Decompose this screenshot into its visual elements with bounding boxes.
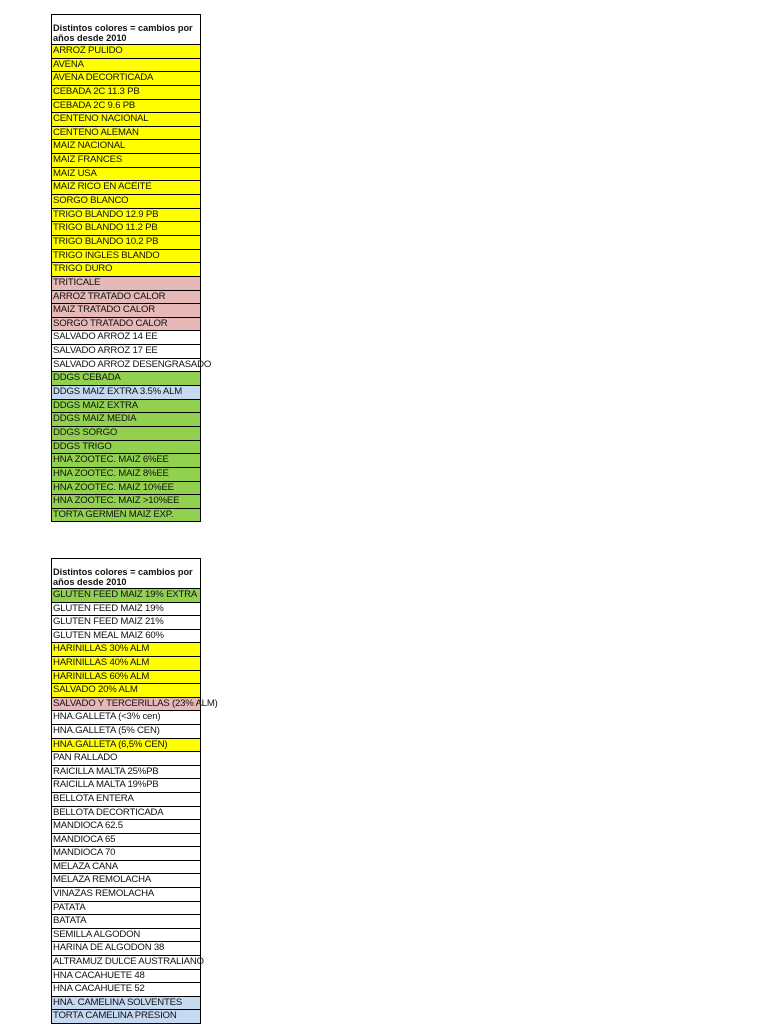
table-row: MANDIOCA 65 (52, 834, 200, 848)
table-row: HNA ZOOTEC. MAIZ >10%EE (52, 495, 200, 509)
table-row: DDGS TRIGO (52, 441, 200, 455)
table-row: MANDIOCA 62.5 (52, 820, 200, 834)
table-row: HNA CACAHUETE 48 (52, 970, 200, 984)
table-2-header: Distintos colores = cambios por años desde 2010 (52, 559, 200, 589)
table-row: HNA ZOOTEC. MAIZ 10%EE (52, 482, 200, 496)
table-row: BELLOTA ENTERA (52, 793, 200, 807)
table-row: HNA. CAMELINA SOLVENTES (52, 997, 200, 1011)
table-row: TRIGO BLANDO 12.9 PB (52, 209, 200, 223)
table-row: HNA.GALLETA (6,5% CEN) (52, 739, 200, 753)
table-row: SALVADO ARROZ DESENGRASADO (52, 359, 200, 373)
table-row: RAICILLA MALTA 19%PB (52, 779, 200, 793)
table-row: SALVADO Y TERCERILLAS (23% ALM) (52, 698, 200, 712)
table-row: SORGO TRATADO CALOR (52, 318, 200, 332)
table-row: TRIGO BLANDO 10.2 PB (52, 236, 200, 250)
table-row: MAIZ FRANCES (52, 154, 200, 168)
table-row: ARROZ PULIDO (52, 45, 200, 59)
table-row: MAIZ NACIONAL (52, 140, 200, 154)
table-row: MAIZ TRATADO CALOR (52, 304, 200, 318)
table-row: MAIZ USA (52, 168, 200, 182)
table-row: MANDIOCA 70 (52, 847, 200, 861)
table-row: TORTA CAMELINA PRESION (52, 1010, 200, 1024)
table-row: TRIGO INGLES BLANDO (52, 250, 200, 264)
table-row: CENTENO NACIONAL (52, 113, 200, 127)
table-row: CEBADA 2C 9.6 PB (52, 100, 200, 114)
table-row: SALVADO ARROZ 17 EE (52, 345, 200, 359)
table-row: HNA.GALLETA (5% CEN) (52, 725, 200, 739)
table-row: HARINILLAS 60% ALM (52, 671, 200, 685)
table-row: GLUTEN FEED MAIZ 19% EXTRA (52, 589, 200, 603)
table-row: RAICILLA MALTA 25%PB (52, 766, 200, 780)
table-row: PATATA (52, 902, 200, 916)
table-row: VINAZAS REMOLACHA (52, 888, 200, 902)
table-2-rows (52, 589, 218, 1024)
table-row: CEBADA 2C 11.3 PB (52, 86, 200, 100)
table-row: SORGO BLANCO (52, 195, 200, 209)
table-row: DDGS CEBADA (52, 372, 200, 386)
table-row: HARINILLAS 30% ALM (52, 643, 200, 657)
table-row: TRITICALE (52, 277, 200, 291)
table-row: MAIZ RICO EN ACEITE (52, 181, 200, 195)
table-row: GLUTEN MEAL MAIZ 60% (52, 630, 200, 644)
table-row: DDGS MAIZ EXTRA 3.5% ALM (52, 386, 200, 400)
color-legend-table-1 (51, 14, 212, 522)
table-row: MELAZA CANA (52, 861, 200, 875)
table-row: HNA ZOOTEC. MAIZ 8%EE (52, 468, 200, 482)
table-row: AVENA (52, 59, 200, 73)
table-1-rows (52, 45, 212, 522)
table-row: GLUTEN FEED MAIZ 19% (52, 603, 200, 617)
table-row: ARROZ TRATADO CALOR (52, 291, 200, 305)
table-row: PAN RALLADO (52, 752, 200, 766)
table-row: BELLOTA DECORTICADA (52, 807, 200, 821)
table-1-header: Distintos colores = cambios por años desde 2010 (52, 15, 200, 45)
table-row: GLUTEN FEED MAIZ 21% (52, 616, 200, 630)
table-row: MELAZA REMOLACHA (52, 874, 200, 888)
table-row: SALVADO ARROZ 14 EE (52, 331, 200, 345)
table-row: TRIGO DURO (52, 263, 200, 277)
table-row: BATATA (52, 915, 200, 929)
table-row: HNA CACAHUETE 52 (52, 983, 200, 997)
table-row: HNA ZOOTEC. MAIZ 6%EE (52, 454, 200, 468)
table-row: HARINILLAS 40% ALM (52, 657, 200, 671)
table-row: SALVADO 20% ALM (52, 684, 200, 698)
table-row: ALTRAMUZ DULCE AUSTRALIANO (52, 956, 200, 970)
table-row: TORTA GERMEN MAIZ EXP. (52, 509, 200, 523)
table-row: HARINA DE ALGODON 38 (52, 942, 200, 956)
color-legend-table-2 (51, 558, 218, 1024)
table-row: TRIGO BLANDO 11.2 PB (52, 222, 200, 236)
table-row: DDGS MAIZ EXTRA (52, 400, 200, 414)
table-row: HNA.GALLETA (<3% cen) (52, 711, 200, 725)
table-row: SEMILLA ALGODON (52, 929, 200, 943)
table-row: AVENA DECORTICADA (52, 72, 200, 86)
table-row: DDGS MAIZ MEDIA (52, 413, 200, 427)
table-row: CENTENO ALEMAN (52, 127, 200, 141)
table-row: DDGS SORGO (52, 427, 200, 441)
